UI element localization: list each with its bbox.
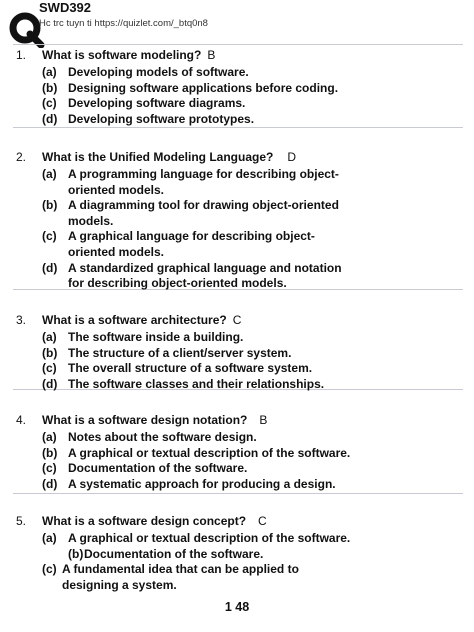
answer-key: D bbox=[287, 150, 296, 164]
option-c: (c) The overall structure of a software system. bbox=[42, 361, 313, 376]
option-a: (a) The software inside a building. bbox=[42, 330, 244, 344]
option-b: (b) A diagramming tool for drawing object-oriented models. bbox=[42, 198, 339, 228]
question-text: What is a software design notation? B bbox=[42, 413, 268, 427]
document-title: SWD392 bbox=[39, 0, 92, 15]
option-a: (a) Notes about the software design. bbox=[42, 430, 257, 444]
option-b: (b) The structure of a client/server system. bbox=[42, 345, 292, 360]
option-c: (c) A fundamental idea that can be applied to designing a system. bbox=[42, 562, 299, 592]
option-b: (b) A graphical or textual description of the software. bbox=[42, 445, 351, 460]
question-number: 5. bbox=[16, 514, 27, 528]
page-indicator bbox=[0, 600, 474, 614]
option-d: (d) A standardized graphical language and notation for describing object-oriented models. bbox=[42, 260, 342, 291]
question-number: 3. bbox=[16, 313, 27, 327]
question-1 bbox=[0, 48, 474, 127]
answer-key: B bbox=[259, 413, 268, 427]
question-text: What is a software architecture? C bbox=[42, 313, 242, 327]
question-number: 2. bbox=[16, 150, 27, 164]
question-text: What is the Unified Modeling Language? D bbox=[42, 150, 296, 164]
option-a: (a) A programming language for describing object-oriented models. bbox=[42, 167, 339, 197]
option-c: (c) Developing software diagrams. bbox=[42, 96, 246, 111]
divider bbox=[13, 493, 463, 494]
option-d: (d) A systematic approach for producing a design. bbox=[42, 476, 336, 491]
page-number: 1 bbox=[224, 600, 232, 614]
question-4 bbox=[0, 413, 474, 492]
question-text: What is a software design concept? C bbox=[42, 514, 267, 528]
option-a: (a) Developing models of software. bbox=[42, 65, 249, 79]
option-a: (a) A graphical or textual description of the software. bbox=[42, 531, 351, 545]
answer-key: B bbox=[207, 48, 216, 62]
option-d: (d) The software classes and their relationships. bbox=[42, 376, 325, 391]
divider bbox=[13, 44, 463, 45]
option-d: (d) Developing software prototypes. bbox=[42, 111, 255, 126]
option-b: (b) Documentation of the software. bbox=[68, 546, 264, 561]
question-text: What is software modeling? B bbox=[42, 48, 216, 62]
question-number: 4. bbox=[16, 413, 27, 427]
page-total: 48 bbox=[235, 600, 250, 614]
question-5 bbox=[0, 514, 474, 593]
question-3 bbox=[0, 313, 474, 392]
question-2 bbox=[0, 150, 474, 292]
option-b: (b) Designing software applications before coding. bbox=[42, 80, 339, 95]
document-source: Hc trc tuyn ti https://quizlet.com/_btq0n8 bbox=[39, 18, 208, 29]
option-c: (c) Documentation of the software. bbox=[42, 461, 248, 476]
question-number: 1. bbox=[16, 48, 27, 62]
option-c: (c) A graphical language for describing object-oriented models. bbox=[42, 229, 315, 259]
answer-key: C bbox=[232, 313, 242, 327]
quizlet-logo-icon bbox=[8, 10, 46, 48]
answer-key: C bbox=[258, 514, 267, 528]
